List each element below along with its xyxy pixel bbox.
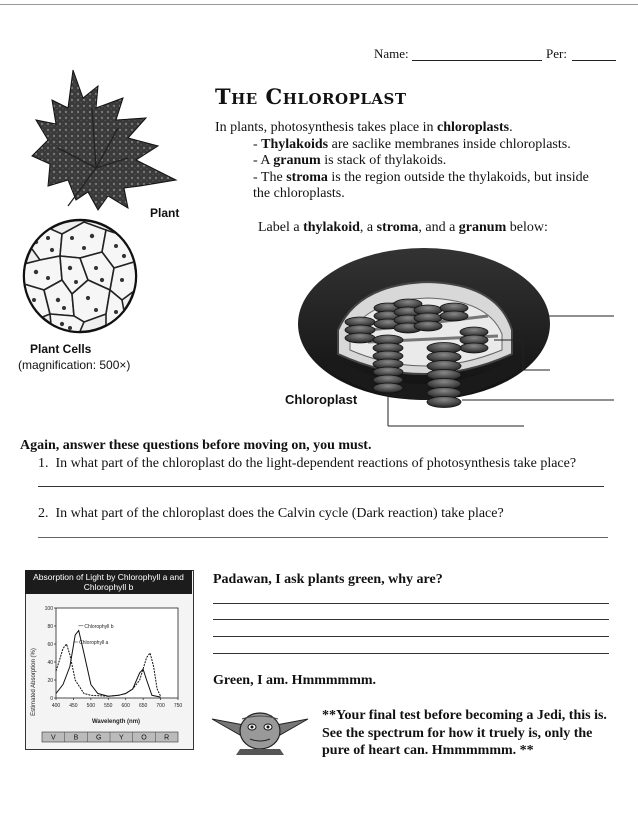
spectrum-label: G (95, 734, 102, 742)
page-title: The Chloroplast (215, 84, 407, 109)
x-tick-label: 450 (69, 703, 78, 709)
answer-line-4[interactable] (213, 619, 609, 620)
spectrum-label: R (164, 734, 170, 742)
series-label: Chlorophyll a (79, 640, 109, 646)
x-tick-label: 750 (173, 703, 183, 709)
chart-xlabel: Wavelength (nm) (91, 719, 141, 725)
yoda-illustration (210, 705, 310, 755)
intro-line: - The stroma is the region outside the thylakoids, but inside (253, 169, 589, 185)
spectrum-label: O (141, 734, 147, 742)
intro-line: In plants, photosynthesis takes place in chloroplasts. (215, 120, 513, 135)
plant-label: Plant (150, 206, 180, 220)
intro-line: the chloroplasts. (253, 186, 345, 201)
series-label: Chlorophyll b (84, 623, 114, 630)
chart-ylabel: Estimated Absorption (%) (31, 648, 37, 716)
answer-line-6[interactable] (213, 653, 609, 654)
absorption-chart (26, 596, 192, 748)
maple-leaf-illustration (28, 68, 178, 216)
label-instruction: Label a thylakoid, a stroma, and a granum below: (258, 220, 548, 235)
plant-cells-illustration (22, 218, 138, 334)
y-tick-label: 100 (44, 606, 53, 612)
chart-plot-area (56, 608, 178, 698)
period-field[interactable] (572, 60, 616, 61)
chart-title: Absorption of Light by Chlorophyll a and Chlorophyll b (25, 570, 192, 594)
magnification-label: (magnification: 500×) (18, 358, 131, 372)
x-tick-label: 650 (138, 703, 148, 709)
y-tick-label: 60 (47, 642, 53, 648)
intro-line: - Thylakoids are saclike membranes inside chloroplasts. (253, 136, 571, 152)
chloroplast-label: Chloroplast (285, 392, 358, 407)
name-field-label: Name: (374, 46, 409, 61)
answer-line-5[interactable] (213, 636, 609, 637)
intro-line: - A granum is stack of thylakoids. (253, 153, 447, 168)
plant-cells-label: Plant Cells (30, 342, 92, 356)
spectrum-label: B (73, 734, 79, 742)
padawan-question: Padawan, I ask plants green, why are? (213, 572, 443, 587)
answer-line-2[interactable] (38, 537, 608, 538)
green-statement: Green, I am. Hmmmmmm. (213, 673, 377, 688)
questions-heading: Again, answer these questions before moving on, you must. (20, 438, 372, 453)
name-field[interactable] (412, 60, 542, 61)
question-1: 1. In what part of the chloroplast do the light-dependent reactions of photosynthesis take place? (38, 456, 577, 471)
spectrum-label: V (50, 734, 56, 742)
y-tick-label: 0 (50, 696, 53, 702)
question-2: 2. In what part of the chloroplast does the Calvin cycle (Dark reaction) take place? (38, 506, 504, 521)
top-rule (0, 4, 638, 5)
y-tick-label: 20 (47, 678, 53, 684)
answer-line-3[interactable] (213, 603, 609, 604)
x-tick-label: 550 (104, 703, 113, 709)
x-tick-label: 700 (156, 703, 165, 709)
intro-text (215, 120, 615, 203)
x-tick-label: 400 (51, 703, 61, 709)
period-field-label: Per: (546, 46, 567, 61)
spectrum-label: Y (118, 734, 124, 742)
answer-line-1[interactable] (38, 486, 604, 487)
y-tick-label: 80 (47, 624, 53, 630)
final-test-text: **Your final test before becoming a Jedi, this is. See the spectrum for how it truely is, only the pure of heart can. Hmmmmmm. ** (322, 708, 607, 758)
x-tick-label: 500 (86, 703, 96, 709)
x-tick-label: 600 (121, 703, 130, 709)
y-tick-label: 40 (47, 660, 53, 666)
